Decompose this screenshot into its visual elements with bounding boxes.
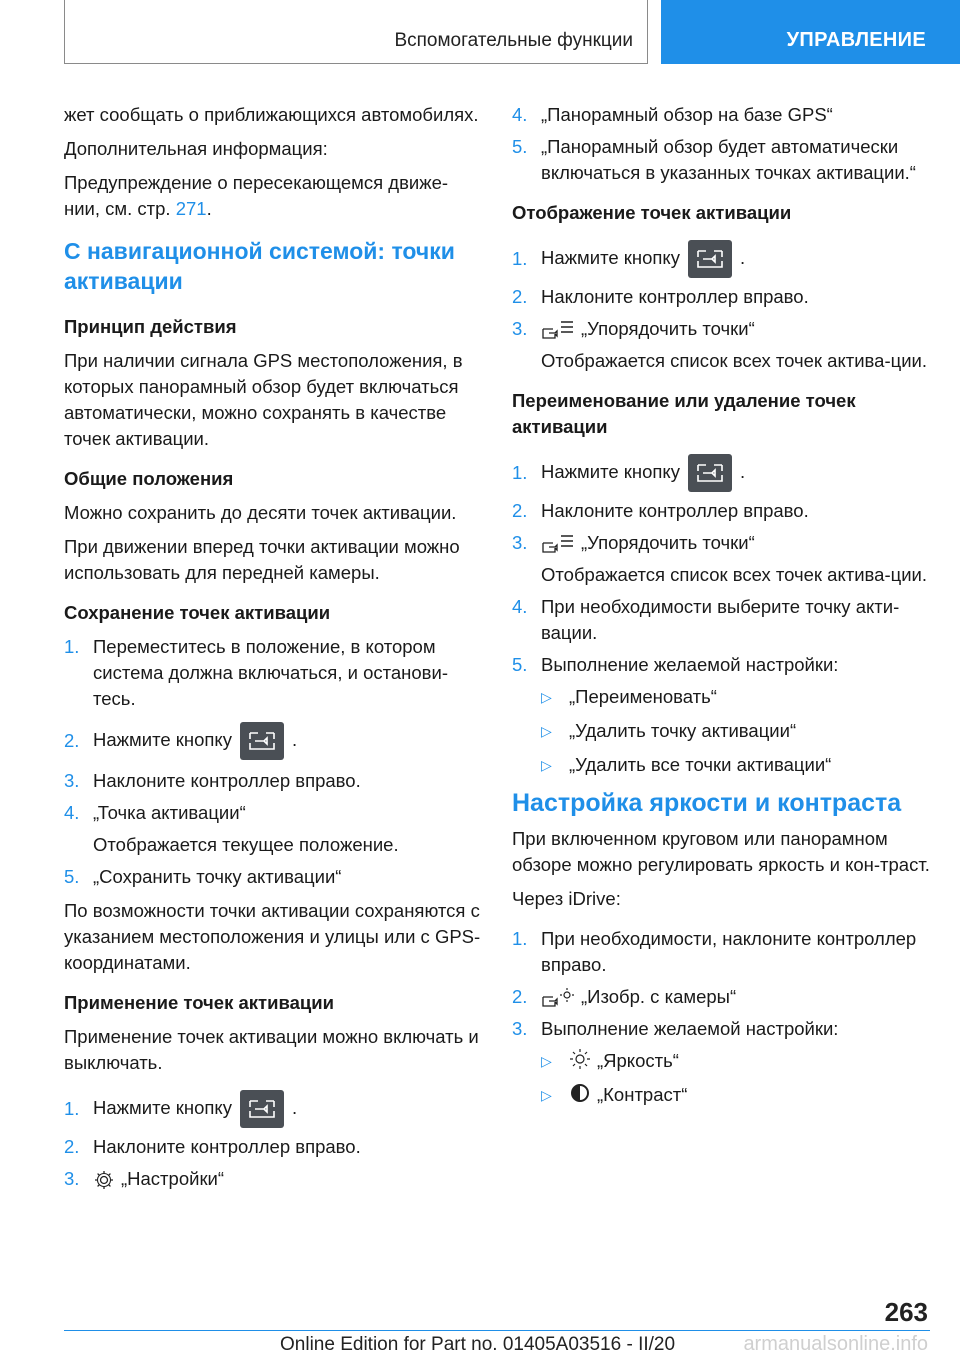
text: Нажмите кнопку xyxy=(541,246,680,268)
edition-text: Online Edition for Part no. 01405A03516 - II/20 xyxy=(280,1334,676,1355)
step-list xyxy=(512,102,930,186)
step-text: Наклоните контроллер вправо. xyxy=(541,500,809,521)
step-text xyxy=(541,454,930,492)
step-text: Выполнение желаемой настройки: xyxy=(541,1018,839,1039)
sort-points-icon xyxy=(541,533,575,555)
step-text: „Панорамный обзор на базе GPS“ xyxy=(541,104,833,125)
subheading: Общие положения xyxy=(64,468,234,489)
list-item xyxy=(512,284,930,310)
list-item xyxy=(512,594,930,646)
option-item xyxy=(512,752,930,778)
list-item xyxy=(64,1166,482,1192)
step-text: Наклоните контроллер вправо. xyxy=(541,286,809,307)
list-item xyxy=(512,454,930,492)
text: . xyxy=(291,1096,298,1118)
bullet-marker: ▷ xyxy=(541,689,552,705)
step-list xyxy=(64,634,482,890)
option-item xyxy=(512,1082,930,1108)
list-item xyxy=(64,1090,482,1128)
paragraph xyxy=(64,170,482,222)
footer-divider xyxy=(64,1330,930,1331)
camera-button-icon xyxy=(240,722,284,760)
paragraph: жет сообщать о приближающихся автомобилях. xyxy=(64,104,479,125)
text: . xyxy=(206,198,212,219)
text: „Упорядочить точки“ xyxy=(581,318,755,339)
step-text xyxy=(93,1166,482,1192)
paragraph: По возможности точки активации сохраняются с указанием местоположения и улицы или с GPS-координатами. xyxy=(64,900,481,973)
bullet-marker: ▷ xyxy=(541,723,552,739)
step-number: 5. xyxy=(512,654,528,675)
step-number: 4. xyxy=(512,104,528,125)
text: . xyxy=(739,460,746,482)
option-text: „Переименовать“ xyxy=(569,686,717,707)
subheading: Принцип действия xyxy=(64,316,237,337)
step-list xyxy=(64,1090,482,1192)
list-item xyxy=(64,1134,482,1160)
step-number: 2. xyxy=(64,730,80,751)
step-list xyxy=(512,926,930,1108)
text: „Настройки“ xyxy=(121,1168,225,1189)
list-item xyxy=(64,800,482,826)
step-text: Наклоните контроллер вправо. xyxy=(93,770,361,791)
right-column xyxy=(512,102,930,1116)
contrast-icon xyxy=(569,1082,591,1104)
step-number: 5. xyxy=(64,866,80,887)
step-note: Отображается список всех точек актива-ции. xyxy=(541,350,928,371)
option-item xyxy=(512,718,930,744)
step-text: „Точка активации“ xyxy=(93,802,246,823)
paragraph: Через iDrive: xyxy=(512,888,621,909)
list-item xyxy=(512,316,930,342)
step-number: 1. xyxy=(512,462,528,483)
step-text xyxy=(93,722,482,760)
step-list xyxy=(512,240,930,374)
watermark-text: armanualsonline.info xyxy=(743,1333,928,1355)
step-number: 3. xyxy=(512,1018,528,1039)
step-text: „Панорамный обзор будет автоматически включаться в указанных точках активации.“ xyxy=(541,136,916,183)
page-link[interactable]: 271 xyxy=(175,198,207,219)
list-item xyxy=(512,1016,930,1042)
subheading: Переименование или удаление точек активации xyxy=(512,390,856,437)
step-number: 2. xyxy=(512,286,528,307)
camera-image-icon xyxy=(541,987,575,1009)
option-text: „Удалить точку активации“ xyxy=(569,720,797,741)
step-number: 3. xyxy=(64,1168,80,1189)
option-item xyxy=(512,1048,930,1074)
list-item xyxy=(64,634,482,712)
list-item xyxy=(512,240,930,278)
text: „Изобр. с камеры“ xyxy=(581,986,737,1007)
step-text: Наклоните контроллер вправо. xyxy=(93,1136,361,1157)
paragraph: При включенном круговом или панорамном обзоре можно регулировать яркость и кон-траст. xyxy=(512,828,930,875)
step-number: 1. xyxy=(64,1098,80,1119)
step-number: 1. xyxy=(64,636,80,657)
step-number: 1. xyxy=(512,248,528,269)
list-item xyxy=(512,134,930,186)
step-number: 4. xyxy=(512,596,528,617)
step-text xyxy=(541,984,930,1010)
option-item xyxy=(512,684,930,710)
list-item xyxy=(512,102,930,128)
header-chapter-title: УПРАВЛЕНИЕ xyxy=(786,29,926,51)
step-note: Отображается список всех точек актива-ции. xyxy=(541,564,928,585)
subheading: Сохранение точек активации xyxy=(64,602,331,623)
step-text: Выполнение желаемой настройки: xyxy=(541,654,839,675)
option-text: „Контраст“ xyxy=(597,1084,688,1105)
subheading: Применение точек активации xyxy=(64,992,334,1013)
header-section-box xyxy=(64,0,648,64)
step-text xyxy=(541,530,930,556)
step-number: 1. xyxy=(512,928,528,949)
step-text xyxy=(93,1090,482,1128)
camera-button-icon xyxy=(688,454,732,492)
text: Предупреждение о пересекающемся движе-нии, см. стр. xyxy=(64,172,449,219)
subheading: Отображение точек активации xyxy=(512,202,792,223)
text: Нажмите кнопку xyxy=(93,728,232,750)
step-number: 2. xyxy=(512,500,528,521)
text: Нажмите кнопку xyxy=(93,1096,232,1118)
step-text: При необходимости выберите точку акти-вации. xyxy=(541,596,900,643)
step-number: 3. xyxy=(512,532,528,553)
option-text: „Удалить все точки активации“ xyxy=(569,754,832,775)
list-item xyxy=(512,984,930,1010)
step-number: 2. xyxy=(512,986,528,1007)
step-number: 2. xyxy=(64,1136,80,1157)
step-number: 3. xyxy=(64,770,80,791)
bullet-marker: ▷ xyxy=(541,1053,552,1069)
camera-button-icon xyxy=(240,1090,284,1128)
text: „Упорядочить точки“ xyxy=(581,532,755,553)
step-number: 4. xyxy=(64,802,80,823)
section-heading: Настройка яркости и контраста xyxy=(512,789,902,817)
header-section-title: Вспомогательные функции xyxy=(394,30,633,51)
step-text xyxy=(541,316,930,342)
paragraph: Дополнительная информация: xyxy=(64,138,328,159)
brightness-icon xyxy=(569,1048,591,1070)
step-text: „Сохранить точку активации“ xyxy=(93,866,342,887)
paragraph: Применение точек активации можно включать и выключать. xyxy=(64,1026,479,1073)
step-number: 3. xyxy=(512,318,528,339)
settings-gear-icon xyxy=(93,1169,115,1191)
bullet-marker: ▷ xyxy=(541,757,552,773)
left-column xyxy=(64,102,482,1200)
list-item xyxy=(64,768,482,794)
header-chapter-box xyxy=(661,0,960,64)
list-item xyxy=(512,498,930,524)
bullet-marker: ▷ xyxy=(541,1087,552,1103)
paragraph: При движении вперед точки активации можно использовать для передней камеры. xyxy=(64,536,460,583)
list-item xyxy=(64,722,482,760)
option-text: „Яркость“ xyxy=(597,1050,679,1071)
step-text: При необходимости, наклоните контроллер вправо. xyxy=(541,928,917,975)
page-number: 263 xyxy=(884,1297,928,1327)
text: . xyxy=(291,728,298,750)
list-item xyxy=(512,926,930,978)
text: Нажмите кнопку xyxy=(541,460,680,482)
list-item xyxy=(512,652,930,678)
list-item xyxy=(512,530,930,556)
step-note: Отображается текущее положение. xyxy=(93,834,399,855)
list-item xyxy=(64,864,482,890)
step-number: 5. xyxy=(512,136,528,157)
step-text: Переместитесь в положение, в котором система должна включаться, и останови-тесь. xyxy=(93,636,448,709)
step-list xyxy=(512,454,930,778)
text: . xyxy=(739,246,746,268)
sort-points-icon xyxy=(541,319,575,341)
step-text xyxy=(541,240,930,278)
paragraph: Можно сохранить до десяти точек активации. xyxy=(64,502,457,523)
section-heading: С навигационной системой: точки активации xyxy=(64,238,455,294)
camera-button-icon xyxy=(688,240,732,278)
paragraph: При наличии сигнала GPS местоположения, в которых панорамный обзор будет включаться автоматически, можно сохранять в качестве точек активации. xyxy=(64,350,463,449)
